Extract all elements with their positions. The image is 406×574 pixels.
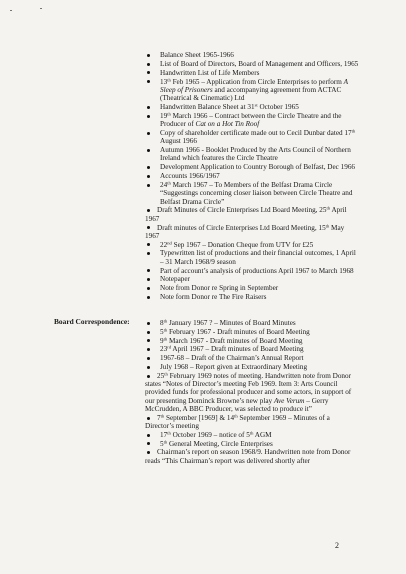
bullet-icon: [147, 357, 150, 360]
bullet-icon: [147, 287, 150, 290]
bullet-icon: [147, 339, 150, 342]
list-item: Draft Minutes of Circle Enterprises Ltd Board Meeting, 25th April 1967: [145, 205, 347, 223]
list-item: List of Board of Directors, Board of Management and Officers, 1965: [160, 60, 360, 68]
bullet-icon: [147, 366, 150, 369]
bullet-icon: [147, 331, 150, 334]
list-item: Typewritten list of productions and their financial outcomes, 1 April – 31 March 1968/9 season: [160, 249, 360, 266]
page-number: 2: [335, 541, 339, 550]
list-item: 22nd Sep 1967 – Donation Cheque from UTV for £25: [160, 241, 360, 249]
list-item: 19th March 1966 – Contract between the Circle Theatre and the Producer of Cat on a Hot Tin Roof: [160, 112, 360, 129]
bullet-icon: [147, 175, 150, 178]
list-item: July 1968 – Report given at Extraordinary Meeting: [160, 363, 360, 371]
bullet-icon: [147, 417, 150, 420]
bullet-icon: [147, 149, 150, 152]
bullet-icon: [147, 243, 150, 246]
list-item: Balance Sheet 1965-1966: [160, 51, 360, 59]
bullet-icon: [147, 442, 150, 445]
list-item: Handwritten List of Life Members: [160, 69, 360, 77]
bullet-icon: [147, 322, 150, 325]
list-item: 25th February 1969 notes of meeting. Handwritten note from Donor states “Notes of Director’s meeting Feb 1969. Item 3: Arts Council provided funds for professional producer and some actors, in support of our presenting Dominck Browne’s new play Ave Verum – Gerry McCrudden, A BBC Producer, was selected to produce it”: [145, 371, 352, 413]
list-item: Note from Donor re Spring in September: [160, 284, 360, 292]
list-item: 24th March 1967 – To Members of the Belfast Drama Circle “Suggestings concerning closer liaison between Circle Theatre and Belfast Drama Circle”: [160, 181, 360, 206]
list-item: 17th October 1969 – notice of 5th AGM: [160, 431, 360, 439]
bullet-icon: [147, 54, 150, 57]
bullet-icon: [147, 278, 150, 281]
bullet-icon: [147, 106, 150, 109]
bullet-icon: [147, 71, 150, 74]
list-item: Autumn 1966 - Booklet Produced by the Arts Council of Northern Ireland which features the Circle Theatre: [160, 146, 360, 163]
list-item: 5th February 1967 - Draft minutes of Board Meeting: [160, 328, 360, 336]
bullet-icon: [147, 115, 150, 118]
list-item: 1967-68 – Draft of the Chairman’s Annual Report: [160, 354, 360, 362]
list-item: 5th General Meeting, Circle Enterprises: [160, 440, 360, 448]
list-item: Copy of shareholder certificate made out to Cecil Dunbar dated 17th August 1966: [160, 129, 360, 146]
list-item: Accounts 1966/1967: [160, 172, 360, 180]
list-item: Part of account’s analysis of productions April 1967 to March 1968: [160, 267, 360, 275]
bullet-icon: [147, 166, 150, 169]
bullet-icon: [147, 375, 150, 378]
bullet-icon: [147, 80, 150, 83]
bullet-icon: [147, 63, 150, 66]
list-item: 23rd April 1967 – Draft minutes of Board Meeting: [160, 345, 360, 353]
list-item: 8th January 1967 ? – Minutes of Board Minutes: [160, 319, 360, 327]
list-item: 9th March 1967 - Draft minutes of Board Meeting: [160, 337, 360, 345]
list-item: Development Application to Country Borough of Belfast, Dec 1966: [160, 163, 360, 171]
list-item: Notepaper: [160, 275, 360, 283]
bullet-icon: [147, 184, 150, 187]
records-list: [145, 51, 360, 302]
scan-speck: [40, 8, 42, 9]
list-item: Note form Donor re The Fire Raisers: [160, 293, 360, 301]
list-item: Chairman’s report on season 1968/9. Handwritten note from Donor reads “This Chairman’s report was delivered shortly after: [145, 448, 351, 465]
bullet-icon: [147, 434, 150, 437]
bullet-icon: [147, 252, 150, 255]
list-item: Handwritten Balance Sheet at 31st October 1965: [160, 103, 360, 111]
list-item: Draft minutes of Circle Enterprises Ltd Board Meeting, 15th May 1967: [145, 222, 345, 240]
scan-speck: [10, 10, 12, 11]
list-item: 7th September [1969] & 14th September 1969 – Minutes of a Director’s meeting: [145, 413, 330, 431]
bullet-icon: [147, 132, 150, 135]
bullet-icon: [147, 296, 150, 299]
bullet-icon: [147, 348, 150, 351]
board-correspondence-list: [145, 318, 360, 466]
section-label-board-correspondence: Board Correspondence:: [54, 317, 130, 326]
bullet-icon: [147, 269, 150, 272]
list-item: 13th Feb 1965 – Application from Circle Enterprises to perform A Sleep of Prisoners and accompanying agreement from ACTAC (Theatrical & Cinematic) Ltd: [160, 78, 360, 103]
